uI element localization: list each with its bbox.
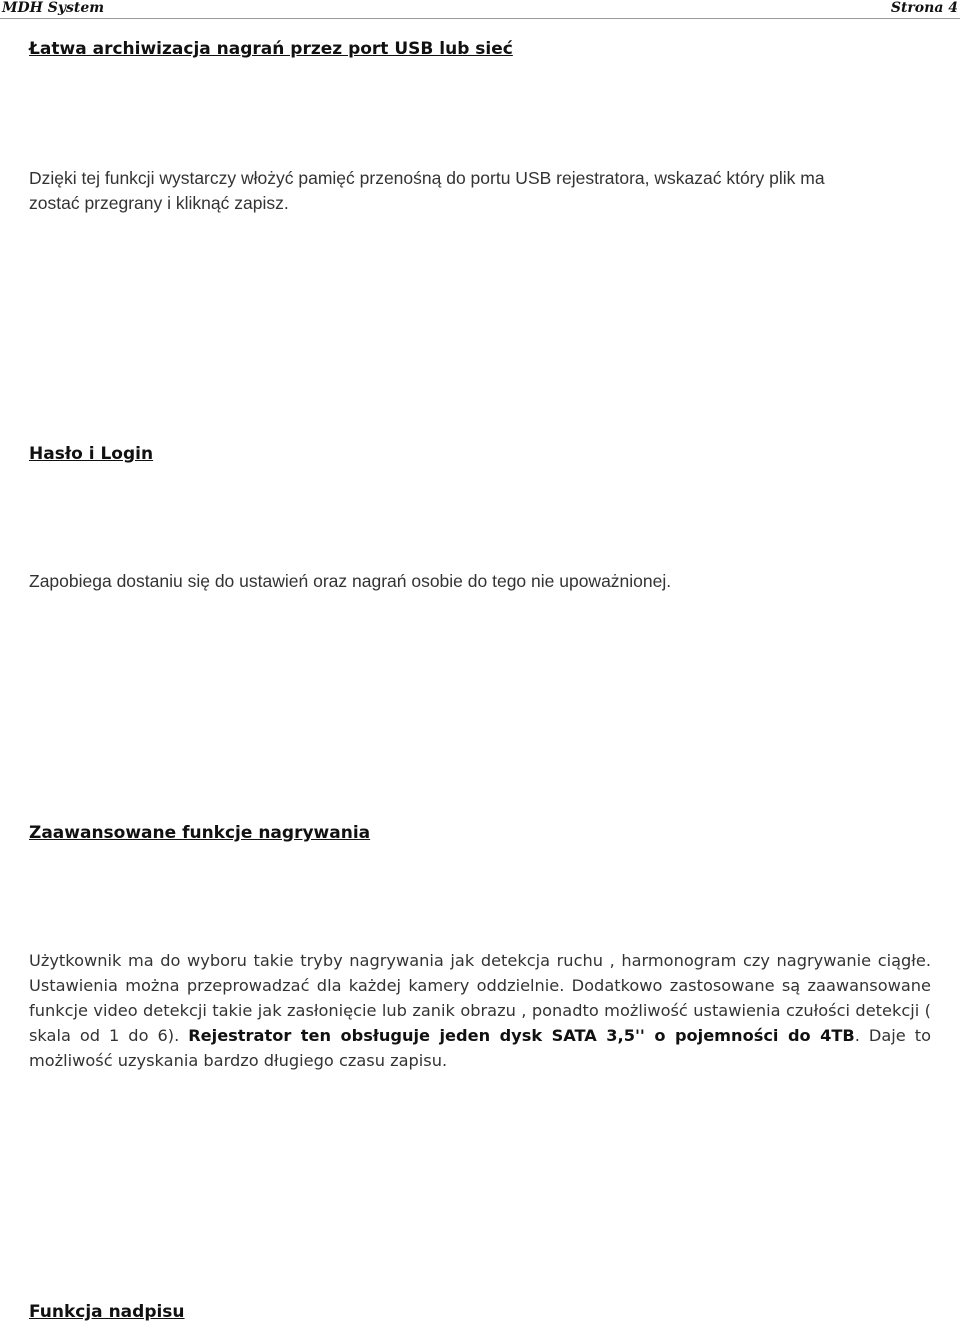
header-title: MDH System: [2, 0, 105, 16]
paragraph-password-login: Zapobiega dostaniu się do ustawień oraz nagrań osobie do tego nie upoważnionej.: [29, 571, 672, 591]
heading-overwrite-function: Funkcja nadpisu: [29, 1302, 185, 1322]
paragraph-bold-text: Rejestrator ten obsługuje jeden dysk SATA 3,5'' o pojemności do 4TB: [188, 1026, 855, 1045]
paragraph-line: zostać przegrany i kliknąć zapisz.: [29, 193, 289, 213]
paragraph-advanced-recording: [29, 948, 931, 1073]
heading-password-login: Hasło i Login: [29, 444, 154, 464]
paragraph-text: . Daje to możliwość uzyskania bardzo długiego czasu zapisu.: [29, 1026, 931, 1070]
paragraph-usb-archiving: [29, 166, 825, 216]
heading-advanced-recording: Zaawansowane funkcje nagrywania: [29, 823, 371, 843]
paragraph-line: Dzięki tej funkcji wystarczy włożyć pamięć przenośną do portu USB rejestratora, wskazać który plik ma: [29, 168, 825, 188]
heading-usb-archiving: Łatwa archiwizacja nagrań przez port USB lub sieć: [29, 39, 513, 59]
page-header: [0, 0, 960, 19]
page-number: Strona 4: [890, 0, 958, 16]
paragraph-text: Użytkownik ma do wyboru takie tryby nagrywania jak detekcja ruchu , harmonogram czy nagrywanie ciągłe. Ustawienia można przeprowadzać dla każdej kamery oddzielnie. Dodatkowo zastosowane są zaawansowane funkcje video detekcji takie jak zasłonięcie lub zanik obrazu , ponadto możliwość ustawienia czułości detekcji ( skala od 1 do 6).: [29, 951, 931, 1045]
